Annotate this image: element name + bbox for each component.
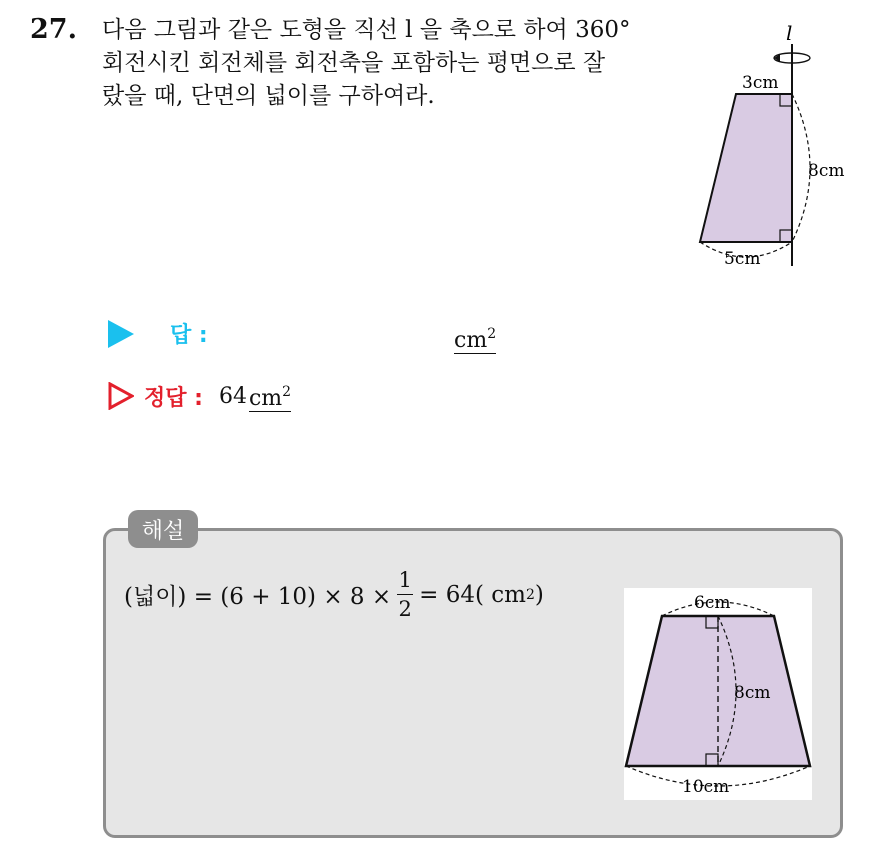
fraction-bar xyxy=(397,594,413,595)
answer-unit-text: cm xyxy=(454,328,488,353)
trapezoid-shape xyxy=(700,94,792,242)
height-label: 8cm xyxy=(808,161,845,181)
answer-label: 답 : xyxy=(170,323,208,348)
top-length-label: 3cm xyxy=(742,73,779,93)
cross-section-figure xyxy=(624,588,812,800)
top-length-label2: 6cm xyxy=(694,593,731,613)
question-number: 27. xyxy=(30,14,77,45)
correct-unit-sup: 2 xyxy=(282,384,292,400)
trapezoid-figure xyxy=(680,14,850,274)
correct-answer-label: 정답 : xyxy=(144,385,203,411)
solution-formula xyxy=(124,568,544,621)
formula-left: (넓이) = (6 + 10) × 8 × xyxy=(124,584,392,610)
axis-label: l xyxy=(786,21,793,45)
bottom-length-label: 5cm xyxy=(724,249,761,269)
question-text xyxy=(102,14,682,113)
answer-row xyxy=(108,318,208,349)
correct-answer-row xyxy=(108,380,291,412)
correct-answer-unit xyxy=(249,380,291,412)
formula-sup: 2 xyxy=(525,586,535,603)
height-label2: 8cm xyxy=(734,683,771,703)
correct-outline-play-icon xyxy=(108,382,134,410)
question-line-1: 다음 그림과 같은 도형을 직선 l 을 축으로 하여 360° xyxy=(102,17,631,43)
question-line-2: 회전시킨 회전체를 회전축을 포함하는 평면으로 잘 xyxy=(102,50,606,76)
question-line-3: 랐을 때, 단면의 넓이를 구하여라. xyxy=(102,83,435,109)
formula-close: ) xyxy=(534,581,544,608)
formula-fraction xyxy=(397,568,413,621)
solution-figure-panel xyxy=(624,588,812,800)
answer-play-icon xyxy=(108,320,134,348)
correct-unit-text: cm xyxy=(248,386,283,411)
fraction-denominator: 2 xyxy=(398,597,412,621)
answer-unit-sup: 2 xyxy=(487,326,497,342)
solution-tag: 해설 xyxy=(128,510,198,548)
answer-unit[interactable] xyxy=(454,322,496,354)
correct-answer-value: 64 xyxy=(218,383,247,409)
fraction-numerator: 1 xyxy=(398,568,412,592)
formula-right: = 64( cm xyxy=(419,581,526,608)
bottom-length-label2: 10cm xyxy=(682,777,730,797)
